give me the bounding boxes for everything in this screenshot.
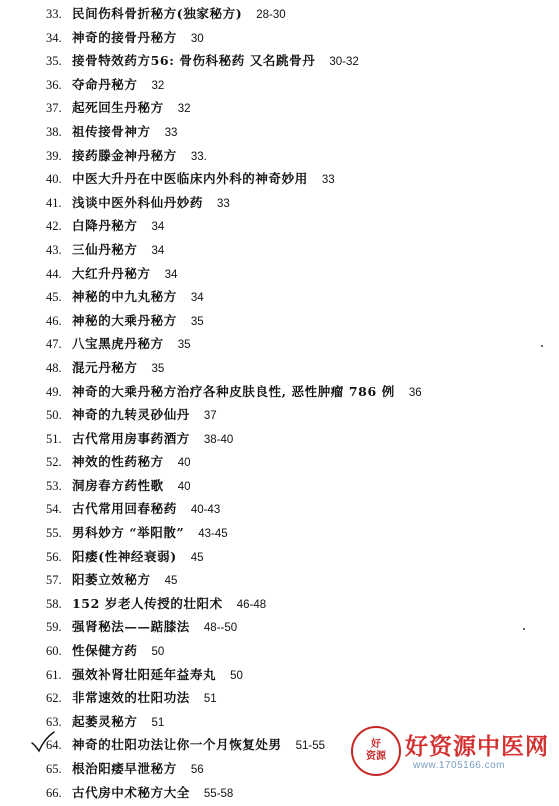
toc-entry-pages: 28-30 xyxy=(256,9,286,21)
toc-entry-title: 接骨特效药方56: 骨伤科秘药 又名跳骨丹 xyxy=(72,53,316,69)
toc-entry-number: 51. xyxy=(46,431,62,446)
toc-entry-pages: 34 xyxy=(164,268,178,281)
toc-entry-title: 神奇的壮阳功法让你一个月恢复处男 xyxy=(72,737,282,753)
toc-entry-title: 强效补肾壮阳延年益寿丸 xyxy=(72,666,217,682)
toc-entry-number: 44. xyxy=(46,266,62,281)
toc-entry-title: 神效的性药秘方 xyxy=(72,454,164,470)
toc-entry-title: 古代常用回春秘药 xyxy=(72,501,177,517)
toc-entry-number: 55. xyxy=(46,526,62,541)
toc-entry-title: 神秘的中九丸秘方 xyxy=(72,289,177,305)
toc-entry-title: 男科妙方 “举阳散” xyxy=(72,525,185,541)
toc-entry-title: 浅谈中医外科仙丹妙药 xyxy=(72,194,204,210)
toc-entry-pages: 50 xyxy=(230,669,243,682)
toc-entry xyxy=(46,120,546,144)
toc-entry xyxy=(46,191,546,215)
toc-entry-title: 中医大升丹在中医临床内外科的神奇妙用 xyxy=(72,171,308,187)
toc-entry xyxy=(46,497,546,521)
toc-entry-pages: 46-48 xyxy=(236,598,267,611)
toc-entry xyxy=(46,663,546,687)
toc-entry-number: 38. xyxy=(46,124,62,139)
toc-entry-title: 民间伤科骨折秘方(独家秘方) xyxy=(72,6,243,21)
toc-entry-number: 35. xyxy=(46,54,62,69)
toc-entry-pages: 48--50 xyxy=(203,622,238,635)
toc-entry-title: 强肾秘法——踮膝法 xyxy=(72,619,190,635)
toc-entry-pages: 35 xyxy=(190,315,204,328)
toc-entry-pages: 37 xyxy=(203,410,217,423)
toc-entry-title: 三仙丹秘方 xyxy=(72,241,138,257)
toc-entry-pages: 56 xyxy=(190,764,204,776)
toc-entry-pages: 34 xyxy=(190,292,204,305)
toc-entry-pages: 32 xyxy=(177,103,191,116)
toc-entry-title: 神秘的大乘丹秘方 xyxy=(72,312,177,328)
toc-entry-pages: 30 xyxy=(190,32,204,45)
toc-entry-pages: 36 xyxy=(408,386,422,399)
toc-entry-number: 41. xyxy=(46,195,62,210)
toc-entry xyxy=(46,403,546,427)
toc-entry-number: 37. xyxy=(46,101,62,116)
toc-entry-title: 阳萎立效秘方 xyxy=(72,572,151,588)
toc-entry-pages: 30-32 xyxy=(329,56,359,69)
toc-entry-number: 40. xyxy=(46,172,62,187)
toc-entry-pages: 40 xyxy=(177,457,191,470)
toc-entry-pages: 33 xyxy=(217,197,230,210)
toc-entry-title: 152 岁老人传授的壮阳术 xyxy=(72,595,223,611)
toc-entry-number: 64. xyxy=(46,738,62,753)
toc-entry-pages: 38-40 xyxy=(203,433,234,446)
site-watermark xyxy=(351,726,551,778)
toc-entry xyxy=(46,309,546,333)
toc-entry xyxy=(46,474,546,498)
toc-entry xyxy=(46,639,546,663)
toc-entry-number: 60. xyxy=(46,644,62,659)
toc-entry xyxy=(46,285,546,309)
toc-entry-number: 36. xyxy=(46,77,62,92)
toc-entry xyxy=(46,2,546,26)
toc-entry xyxy=(46,332,546,356)
toc-entry-pages: 40 xyxy=(177,480,191,493)
toc-entry xyxy=(46,380,546,404)
toc-entry-pages: 51 xyxy=(151,716,165,729)
toc-entry xyxy=(46,427,546,451)
toc-entry xyxy=(46,521,546,545)
toc-entry-number: 53. xyxy=(46,478,62,493)
toc-entry xyxy=(46,450,546,474)
toc-entry-pages: 33. xyxy=(190,150,207,163)
toc-entry-number: 59. xyxy=(46,620,62,635)
toc-entry xyxy=(46,26,546,50)
toc-entry-number: 50. xyxy=(46,408,62,423)
toc-entry xyxy=(46,73,546,97)
toc-entry xyxy=(46,144,546,168)
table-of-contents xyxy=(46,2,546,804)
toc-entry xyxy=(46,686,546,710)
handwritten-check-mark xyxy=(30,731,56,753)
toc-entry-pages: 51-55 xyxy=(295,740,326,753)
toc-entry-title: 八宝黑虎丹秘方 xyxy=(72,336,164,352)
toc-entry-number: 43. xyxy=(46,242,62,257)
toc-entry-number: 66. xyxy=(46,785,62,800)
toc-entry-number: 49. xyxy=(46,384,62,399)
toc-entry-number: 47. xyxy=(46,337,62,352)
toc-entry xyxy=(46,592,546,616)
toc-entry-title: 古代房中术秘方大全 xyxy=(72,784,190,800)
toc-entry xyxy=(46,568,546,592)
toc-entry-pages: 45 xyxy=(190,551,204,564)
toc-entry-pages: 45 xyxy=(164,575,178,588)
toc-entry-pages: 33 xyxy=(164,126,178,139)
toc-entry-number: 52. xyxy=(46,455,62,470)
toc-entry-number: 65. xyxy=(46,762,62,776)
toc-entry-title: 性保健方药 xyxy=(72,643,138,659)
toc-entry-pages: 43-45 xyxy=(198,528,228,541)
watermark-seal-logo: 好 资源 xyxy=(351,726,401,776)
toc-entry-pages: 33 xyxy=(321,174,335,187)
toc-entry-pages: 40-43 xyxy=(190,504,221,517)
toc-entry-pages: 32 xyxy=(151,79,165,92)
toc-entry-pages: 35 xyxy=(151,362,165,375)
toc-entry-number: 33. xyxy=(46,7,62,21)
toc-entry-pages: 34 xyxy=(151,244,165,257)
toc-entry xyxy=(46,545,546,569)
toc-entry xyxy=(46,262,546,286)
toc-entry xyxy=(46,49,546,73)
toc-entry-number: 58. xyxy=(46,596,62,611)
toc-entry xyxy=(46,238,546,262)
scan-speck xyxy=(541,345,543,347)
toc-entry-title: 起死回生丹秘方 xyxy=(72,100,164,116)
toc-entry-title: 夺命丹秘方 xyxy=(72,76,138,92)
toc-entry-number: 57. xyxy=(46,573,62,588)
toc-entry-title: 洞房春方药性歌 xyxy=(72,477,164,493)
toc-entry-number: 62. xyxy=(46,691,62,706)
toc-entry-title: 阳痿(性神经衰弱) xyxy=(72,548,177,564)
toc-entry-pages: 35 xyxy=(177,339,191,352)
scan-speck xyxy=(523,628,525,630)
toc-entry-title: 非常速效的壮阳功法 xyxy=(72,690,190,706)
toc-entry xyxy=(46,615,546,639)
toc-entry-pages: 55-58 xyxy=(203,787,234,800)
toc-entry-title: 混元丹秘方 xyxy=(72,359,138,375)
toc-entry-title: 祖传接骨神方 xyxy=(72,123,151,139)
toc-entry xyxy=(46,781,546,805)
toc-entry-pages: 34 xyxy=(151,221,165,234)
toc-entry-title: 接药滕金神丹秘方 xyxy=(72,147,177,163)
watermark-site-name: 好资源中医网 xyxy=(405,734,549,760)
toc-entry xyxy=(46,214,546,238)
toc-entry-title: 神奇的九转灵砂仙丹 xyxy=(72,407,190,423)
toc-entry-number: 46. xyxy=(46,313,62,328)
watermark-url: www.1705166.com xyxy=(413,760,505,771)
toc-entry-number: 48. xyxy=(46,360,62,375)
toc-entry xyxy=(46,167,546,191)
toc-entry-title: 神奇的大乘丹秘方治疗各种皮肤良性, 恶性肿瘤 786 例 xyxy=(72,383,395,399)
toc-entry-number: 39. xyxy=(46,148,62,163)
toc-entry-pages: 50 xyxy=(151,646,165,659)
toc-entry-number: 42. xyxy=(46,219,62,234)
toc-entry-title: 白降丹秘方 xyxy=(72,218,138,234)
toc-entry-pages: 51 xyxy=(203,693,217,706)
toc-entry-number: 45. xyxy=(46,290,62,305)
toc-entry-title: 神奇的接骨丹秘方 xyxy=(72,29,177,45)
toc-entry-title: 起萎灵秘方 xyxy=(72,713,138,729)
toc-entry xyxy=(46,96,546,120)
toc-entry-number: 34. xyxy=(46,30,62,45)
toc-entry-title: 大红升丹秘方 xyxy=(72,265,151,281)
toc-entry-number: 63. xyxy=(46,714,62,729)
toc-entry-number: 56. xyxy=(46,549,62,564)
toc-entry-title: 古代常用房事药酒方 xyxy=(72,430,190,446)
toc-entry xyxy=(46,356,546,380)
toc-entry-title: 根治阳痿早泄秘方 xyxy=(72,761,177,776)
toc-entry-number: 61. xyxy=(46,667,62,682)
toc-entry-number: 54. xyxy=(46,502,62,517)
